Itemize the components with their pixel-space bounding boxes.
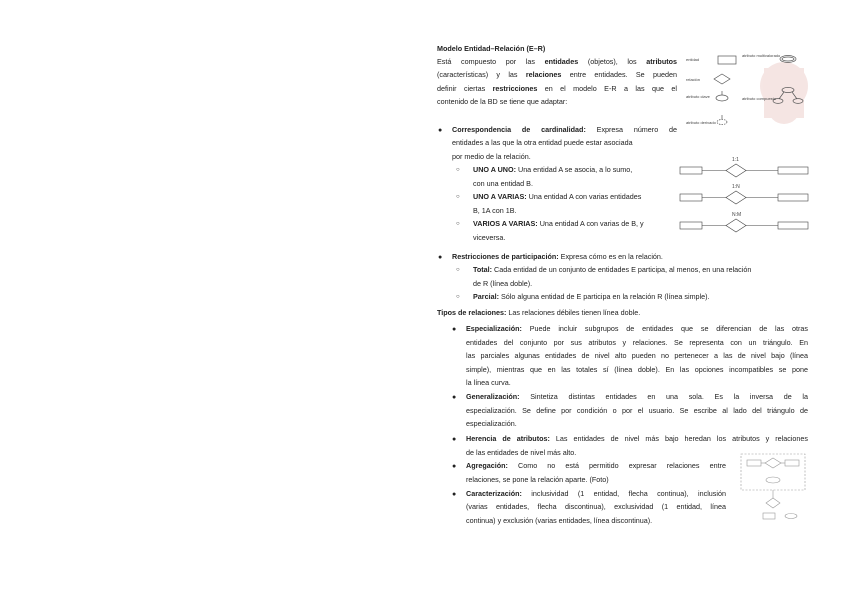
especializacion-line-5: la línea curva. [466,378,511,387]
atributo-clave-label: atributo clave [686,94,710,99]
agregacion-line-1: Agregación: Como no está permitido expresar relaciones entre [466,461,726,470]
multivalued-ellipse-symbol [780,56,796,63]
bullet-dot-icon: ● [452,394,457,401]
intro-line-1: Está compuesto por las entidades (objetos), los atributos [437,57,677,66]
bullet-circle-icon: ○ [456,267,460,273]
aggregation-figure [737,450,809,522]
bullet-circle-icon: ○ [456,294,460,300]
varios-a-varias-line-1: VARIOS A VARIAS: Una entidad A con varias de B, y [473,219,644,228]
key-attribute-symbol [716,95,728,101]
bullet-dot-icon: ● [438,127,443,134]
agregacion-line-2: relaciones, se pone la relación aparte. (Foto) [466,475,609,484]
participacion-line: Restricciones de participación: Expresa cómo es en la relación. [452,252,663,261]
bullet-dot-icon: ● [452,436,457,443]
cardinality-label-2: 1:N [732,184,740,190]
caracterizacion-line-3: continua) y exclusión (varias entidades, línea discontinua). [466,516,653,525]
especializacion-line-2: entidades del conjunto por sus atributos y relaciones. Se representa con un triángulo. En [466,338,808,347]
uno-a-varias-line-2: B, 1A con 1B. [473,206,517,215]
atributo-compuesto-label: atributo compuesto [742,96,777,101]
intro-line-4: contenido de la BD se tiene que adaptar: [437,97,568,106]
cardinalidad-line-3: por medio de la relación. [452,152,531,161]
intro-line-2: (características) y las relaciones entre entidades. Se pueden [437,70,677,79]
cardinalidad-line-1: Correspondencia de cardinalidad: Expresa número de [452,125,677,134]
total-line-2: de R (línea doble). [473,279,533,288]
especializacion-line-1: Especialización: Puede incluir subgrupos de entidades que se diferencian de las otras [466,324,808,333]
entidad-label: entidad [686,57,700,62]
caracterizacion-line-2: (varias entidades, flecha discontinua), exclusividad (1 entidad, línea [466,502,726,511]
herencia-line-2: de las entidades de nivel más alto. [466,448,577,457]
varios-a-varias-line-2: viceversa. [473,233,506,242]
multivalued-inner-ellipse [782,57,794,61]
generalizacion-line-1: Generalización: Sintetiza distintas entidades en una sola. Es la inversa de la [466,392,808,401]
uno-a-uno-line-2: con una entidad B. [473,179,533,188]
watermark-logo [760,62,808,124]
bullet-circle-icon: ○ [456,221,460,227]
tipos-line: Tipos de relaciones: Las relaciones débiles tienen línea doble. [437,308,641,317]
bullet-dot-icon: ● [452,463,457,470]
herencia-line-1: Herencia de atributos: Las entidades de nivel más bajo heredan los atributos y relaciones [466,434,808,443]
bullet-dot-icon: ● [452,491,457,498]
intro-line-3: definir ciertas restricciones en el modelo E-R a las que el [437,84,677,93]
atributo-derivado-label: atributo derivado [686,120,716,125]
bullet-circle-icon: ○ [456,167,460,173]
especializacion-line-3: las parciales algunas entidades de nivel alto pueden no pertenecer a las de nivel bajo (línea [466,351,808,360]
page-title: Modelo Entidad–Relación (E–R) [437,44,546,53]
uno-a-uno-line-1: UNO A UNO: Una entidad A se asocia, a lo sumo, [473,165,633,174]
total-line-1: Total: Cada entidad de un conjunto de entidades E participa, al menos, en una relación [473,265,752,274]
bullet-circle-icon: ○ [456,194,460,200]
cardinality-label-3: N:M [732,212,742,218]
relationship-diamond-symbol [714,74,730,84]
cardinality-label-1: 1:1 [732,157,739,163]
caracterizacion-line-1: Caracterización: inclusividad (1 entidad, flecha continua), inclusión [466,489,726,498]
parcial-line: Parcial: Sólo alguna entidad de E participa en la relación R (línea simple). [473,292,710,301]
generalizacion-line-2: especialización. Se define por condición o por el usuario. Se escribe al lado del triángulo de [466,406,808,415]
bullet-dot-icon: ● [438,254,443,261]
derived-attribute-symbol [717,120,727,125]
relacion-label: relación [686,77,701,82]
cardinality-figure [678,155,813,240]
entity-rect-symbol [718,56,736,64]
uno-a-varias-line-1: UNO A VARIAS: Una entidad A con varias entidades [473,192,642,201]
especializacion-line-4: simple), mientras que en las totales sí (línea doble). En las opciones incompatibles se pone [466,365,808,374]
bullet-dot-icon: ● [452,326,457,333]
er-symbols-figure [684,48,814,136]
atributo-multivalorado-label: atributo multivalorado [742,53,781,58]
cardinalidad-line-2: entidades a las que la otra entidad puede estar asociada [452,138,633,147]
generalizacion-line-3: especialización. [466,419,517,428]
